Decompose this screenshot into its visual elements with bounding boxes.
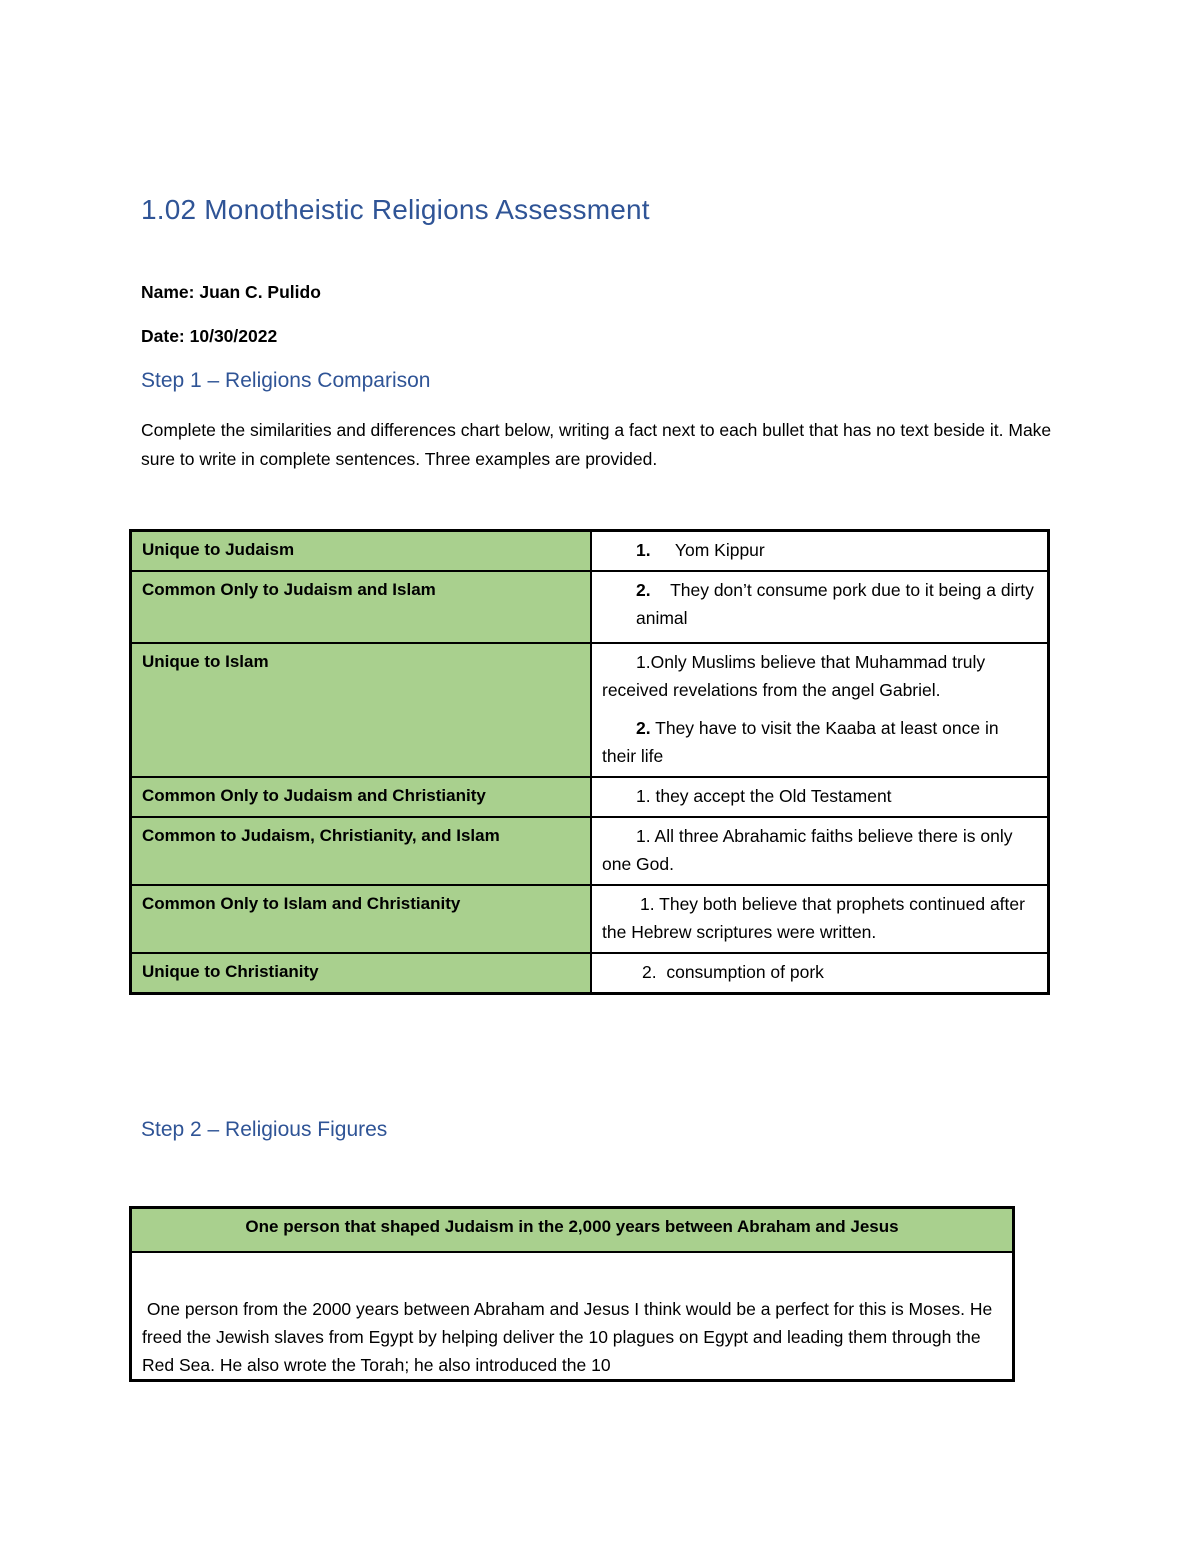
answer-cell xyxy=(591,817,1049,885)
answer-cell xyxy=(591,953,1049,994)
table-row xyxy=(131,1208,1014,1253)
answer-item: 1. Yom Kippur xyxy=(636,540,765,560)
student-name: Name: Juan C. Pulido xyxy=(141,282,321,302)
category-cell: Common Only to Islam and Christianity xyxy=(131,885,592,953)
table-row xyxy=(131,777,1049,817)
category-cell: Unique to Christianity xyxy=(131,953,592,994)
table-row xyxy=(131,817,1049,885)
comparison-table xyxy=(129,529,1050,995)
step2-heading: Step 2 – Religious Figures xyxy=(141,1118,388,1141)
step1-heading: Step 1 – Religions Comparison xyxy=(141,369,431,392)
answer-item: 1.Only Muslims believe that Muhammad truly received revelations from the angel Gabriel. xyxy=(602,652,986,700)
category-cell: Unique to Judaism xyxy=(131,531,592,572)
answer-item: 2. consumption of pork xyxy=(642,962,824,982)
category-cell: Unique to Islam xyxy=(131,643,592,777)
category-cell: Common Only to Judaism and Christianity xyxy=(131,777,592,817)
table-row xyxy=(131,953,1049,994)
table-row xyxy=(131,885,1049,953)
table-row xyxy=(131,571,1049,643)
category-cell: Common to Judaism, Christianity, and Islam xyxy=(131,817,592,885)
answer-item: 1. All three Abrahamic faiths believe there is only one God. xyxy=(602,826,1013,874)
answer-item: 2. They don’t consume pork due to it being a dirty animal xyxy=(636,580,1034,628)
answer-cell xyxy=(591,885,1049,953)
table-row xyxy=(131,531,1049,572)
category-cell: Common Only to Judaism and Islam xyxy=(131,571,592,643)
table-row xyxy=(131,1252,1014,1381)
religious-figure-table xyxy=(129,1206,1015,1382)
figure-answer: One person from the 2000 years between Abraham and Jesus I think would be a perfect for this is Moses. He freed the Jewish slaves from Egypt by helping deliver the 10 plagues on Egypt and leading them through the Red Sea. He also wrote the Torah; he also introduced the 10 xyxy=(131,1252,1014,1381)
answer-item: 1. they accept the Old Testament xyxy=(636,786,892,806)
figure-table-header: One person that shaped Judaism in the 2,000 years between Abraham and Jesus xyxy=(131,1208,1014,1253)
answer-item: 1. They both believe that prophets continued after the Hebrew scriptures were written. xyxy=(602,894,1025,942)
submission-date: Date: 10/30/2022 xyxy=(141,326,278,346)
answer-cell xyxy=(591,571,1049,643)
answer-cell xyxy=(591,643,1049,777)
table-row xyxy=(131,643,1049,777)
answer-cell xyxy=(591,777,1049,817)
step1-instructions: Complete the similarities and differences chart below, writing a fact next to each bullet that has no text beside it. Make sure to write in complete sentences. Three examples are provided. xyxy=(141,420,1052,469)
answer-cell xyxy=(591,531,1049,572)
document-title: 1.02 Monotheistic Religions Assessment xyxy=(141,194,650,225)
answer-item: 2. They have to visit the Kaaba at least once in their life xyxy=(602,718,999,766)
